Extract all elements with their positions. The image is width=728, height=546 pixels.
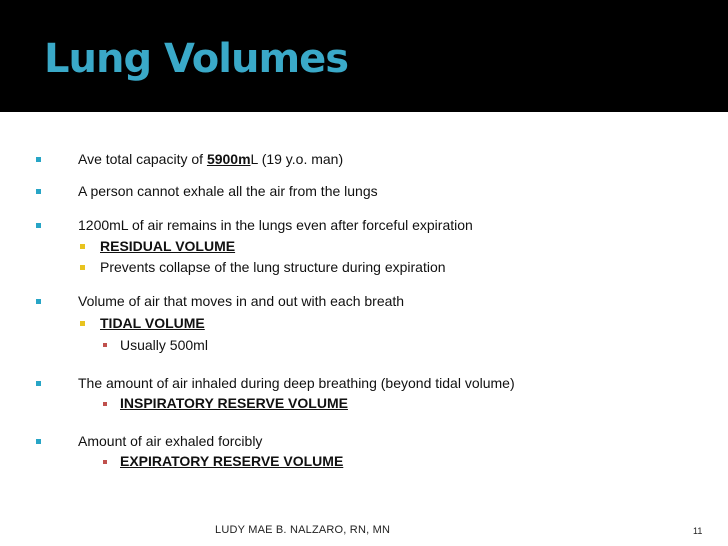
page-number: 11 [693,526,703,536]
item-text: L (19 y.o. man) [250,151,344,167]
sub-sub-bullet-icon [103,402,107,406]
item-text: The amount of air inhaled during deep breathing (beyond tidal volume) [78,375,515,391]
item-text: Volume of air that moves in and out with each breath [78,293,405,309]
term-inspiratory-reserve-volume: INSPIRATORY RESERVE VOLUME [120,395,348,411]
bullet-icon [36,439,41,444]
item-text: A person cannot exhale all the air from the lungs [78,183,378,199]
term-expiratory-reserve-volume: EXPIRATORY RESERVE VOLUME [120,453,344,469]
bullet-icon [36,299,41,304]
item-text: Ave total capacity of [78,151,207,167]
footer-author: LUDY MAE B. NALZARO, RN, MN [215,524,391,536]
item-bold-value: 5900m [206,151,251,167]
item-text: Amount of air exhaled forcibly [78,433,263,449]
slide-title: Lung Volumes [44,36,349,82]
sub-sub-bullet-icon [103,460,107,464]
term-tidal-volume: TIDAL VOLUME [100,315,205,331]
sub-sub-bullet-icon [103,343,107,347]
sub-bullet-icon [80,321,85,326]
item-total-capacity [78,150,343,168]
sub-bullet-icon [80,265,85,270]
bullet-icon [36,223,41,228]
term-residual-volume: RESIDUAL VOLUME [100,238,236,254]
item-text: Prevents collapse of the lung structure during expiration [100,259,446,275]
bullet-icon [36,157,41,162]
sub-bullet-icon [80,244,85,249]
bullet-icon [36,189,41,194]
item-text: 1200mL of air remains in the lungs even after forceful expiration [78,217,473,233]
bullet-icon [36,381,41,386]
item-text: Usually 500ml [120,337,208,353]
